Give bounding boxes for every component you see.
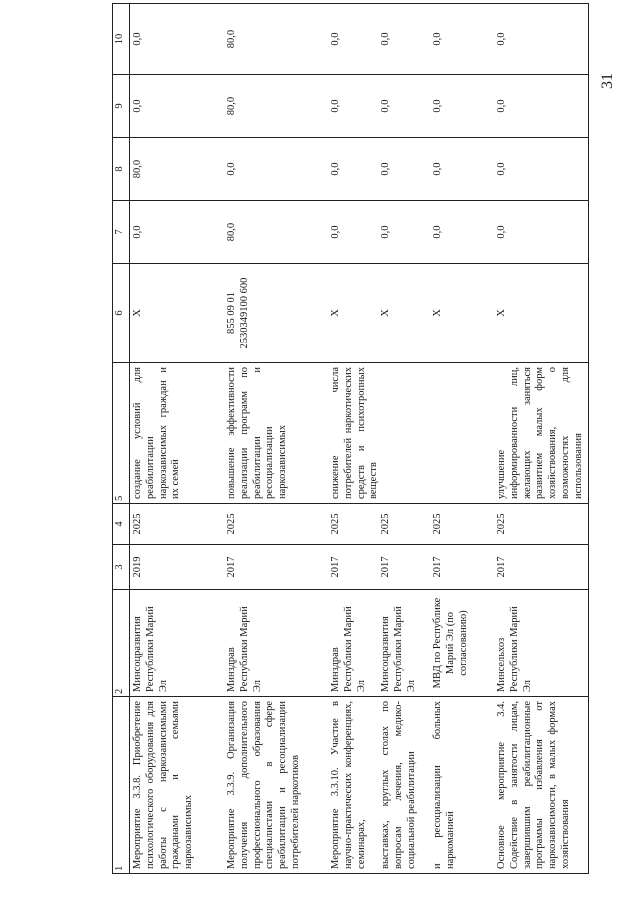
value-col-10: 80,0 (224, 4, 328, 75)
executor: Минсоцразвития Республики Марий Эл (378, 590, 430, 697)
value-col-8: 0,0 (224, 138, 328, 201)
header-col-7: 7 (113, 201, 130, 264)
value-col-10: 0,0 (130, 4, 225, 75)
header-col-1: 1 (113, 697, 130, 874)
start-year: 2017 (328, 545, 378, 590)
value-col-8: 0,0 (378, 138, 430, 201)
end-year: 2025 (494, 504, 589, 545)
budget-code: X (494, 264, 589, 363)
end-year: 2025 (430, 504, 494, 545)
start-year: 2017 (378, 545, 430, 590)
value-col-7: 80,0 (224, 201, 328, 264)
value-col-7: 0,0 (430, 201, 494, 264)
value-col-8: 80,0 (130, 138, 225, 201)
value-col-10: 0,0 (328, 4, 378, 75)
start-year: 2017 (430, 545, 494, 590)
value-col-9: 0,0 (378, 75, 430, 138)
budget-code: X (430, 264, 494, 363)
expected-result: улучшение информированности лиц, желающих заняться развитием малых форм хозяйствования, о возможностях для использования (494, 363, 589, 504)
event-name: выставках, круглых столах по вопросам лечения, медико-социальной реабилитации (378, 697, 430, 874)
expected-result: снижение числа потребителей наркотических средств и психотропных веществ (328, 363, 494, 504)
table-row (494, 4, 589, 874)
value-col-9: 0,0 (328, 75, 378, 138)
event-name: и ресоциализации больных наркоманией (430, 697, 494, 874)
executor: МВД по Республике Марий Эл (по согласованию) (430, 590, 494, 697)
value-col-9: 0,0 (130, 75, 225, 138)
event-name: Мероприятие 3.3.10. Участие в научно-практических конференциях, семинарах, (328, 697, 378, 874)
executor: Минсоцразвития Республики Марий Эл (130, 590, 225, 697)
budget-code: 855 09 01 2530349100 600 (224, 264, 328, 363)
end-year: 2025 (224, 504, 328, 545)
header-col-3: 3 (113, 545, 130, 590)
start-year: 2017 (224, 545, 328, 590)
program-table (112, 3, 589, 874)
end-year: 2025 (130, 504, 225, 545)
end-year: 2025 (328, 504, 378, 545)
expected-result: повышение эффективности реализации программ по реабилитации и ресоциализации наркозависимых (224, 363, 328, 504)
executor: Минсельхоз Республики Марий Эл (494, 590, 589, 697)
start-year: 2017 (494, 545, 589, 590)
value-col-7: 0,0 (494, 201, 589, 264)
start-year: 2019 (130, 545, 225, 590)
value-col-10: 0,0 (494, 4, 589, 75)
page-number: 31 (599, 73, 616, 89)
budget-code: X (130, 264, 225, 363)
header-col-5: 5 (113, 363, 130, 504)
event-name: Мероприятие 3.3.8. Приобретение психологического оборудования для работы с наркозависимыми гражданами и семьями наркозависимых (130, 697, 225, 874)
table-row (224, 4, 328, 874)
expected-result: создание условий для реабилитации наркозависимых граждан и их семей (130, 363, 225, 504)
table-row (328, 4, 378, 874)
value-col-7: 0,0 (130, 201, 225, 264)
value-col-10: 0,0 (430, 4, 494, 75)
value-col-8: 0,0 (430, 138, 494, 201)
event-name: Мероприятие 3.3.9. Организация получения дополнительного профессионального образования специалистами в сфере реабилитации и ресоциализации потребителей наркотиков (224, 697, 328, 874)
header-col-9: 9 (113, 75, 130, 138)
executor: Минздрав Республики Марий Эл (224, 590, 328, 697)
event-name: Основное мероприятие 3.4. Содействие в занятости лицам, завершившим реабилитационные программы избавления от наркозависимости, в малых формах хозяйствования (494, 697, 589, 874)
header-col-8: 8 (113, 138, 130, 201)
header-col-4: 4 (113, 504, 130, 545)
header-col-6: 6 (113, 264, 130, 363)
table-header-row (113, 4, 130, 874)
executor: Минздрав Республики Марий Эл (328, 590, 378, 697)
budget-code: X (378, 264, 430, 363)
value-col-8: 0,0 (328, 138, 378, 201)
end-year: 2025 (378, 504, 430, 545)
value-col-9: 0,0 (494, 75, 589, 138)
table-row (130, 4, 225, 874)
value-col-7: 0,0 (378, 201, 430, 264)
value-col-10: 0,0 (378, 4, 430, 75)
header-col-2: 2 (113, 590, 130, 697)
value-col-9: 80,0 (224, 75, 328, 138)
value-col-9: 0,0 (430, 75, 494, 138)
value-col-8: 0,0 (494, 138, 589, 201)
rotated-table-wrapper (112, 29, 587, 874)
budget-code: X (328, 264, 378, 363)
value-col-7: 0,0 (328, 201, 378, 264)
header-col-10: 10 (113, 4, 130, 75)
